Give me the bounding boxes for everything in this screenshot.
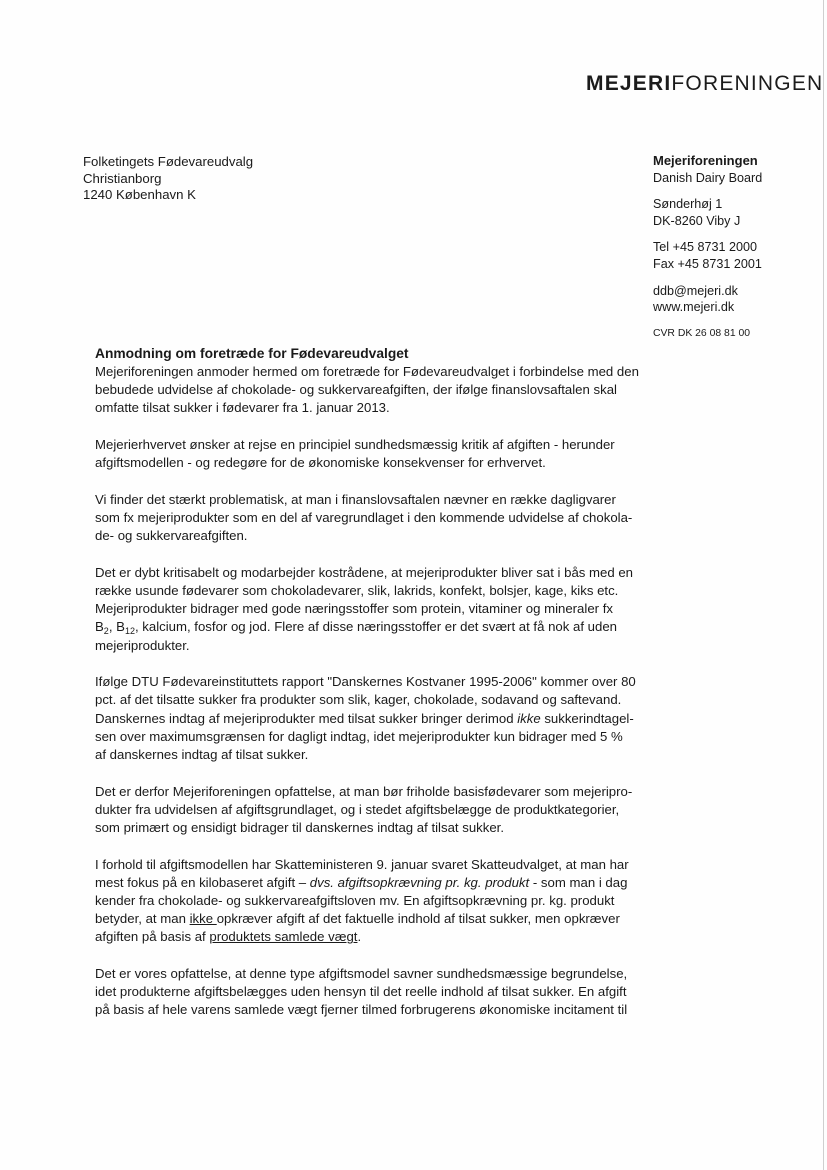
sender-cvr: CVR DK 26 08 81 00	[653, 327, 751, 339]
recipient-line: Christianborg	[83, 170, 162, 186]
sender-block	[653, 153, 762, 342]
recipient-line: 1240 København K	[83, 187, 196, 202]
paragraph: Ifølge DTU Fødevareinstituttets rapport "Danskernes Kostvaner 1995-2006" kommer over 80 pct. af det tilsatte sukker fra produkter som slik, kager, chokolade, sodavand og saftevand. Danskernes indtag af mejeriprodukter med tilsat sukker bringer derimod ikke sukkerindtagel- sen over maximumsgrænsen for dagligt indtag, idet mejeriprodukter kun bidrager med 5 % af danskernes indtag af tilsat sukker.	[95, 674, 636, 763]
recipient-address	[83, 154, 253, 204]
mejeriforeningen-logo: MEJERIFORENINGEN	[586, 72, 824, 95]
paragraph: Det er dybt kritisabelt og modarbejder kostrådene, at mejeriprodukter bliver sat i bås med en række usunde fødevarer som chokoladevarer, slik, lakrids, konfekt, bolsjer, kage, kiks etc. Mejeriprodukter bidrager med gode næringsstoffer som protein, vitaminer og mineraler fx $B_2$, $B_{12}$, kalcium, fosfor og jod. Flere af disse næringsstoffer er det svært at få nok af uden mejeriprodukter.	[95, 564, 634, 653]
sender-web: www.mejeri.dk	[653, 300, 735, 315]
paragraph: Vi finder det stærkt problematisk, at man i finanslovsaftalen nævner en række dagligvarer som fx mejeriprodukter som en del af varegrundlaget i den kommende udvidelse af chokola- de- og sukkervareafgiften.	[95, 491, 633, 544]
sender-email: ddb@mejeri.dk	[653, 283, 738, 298]
sender-fax: Fax +45 8731 2001	[653, 256, 762, 271]
paragraph: Det er vores opfattelse, at denne type afgiftsmodel savner sundhedsmæssige begrundelse, idet produkterne afgiftsbelægges uden hensyn til det reelle indhold af tilsat sukker. En afgift på basis af hele varens samlede vægt fjerner tilmed forbrugerens økonomiske incitament til	[95, 966, 628, 1018]
sender-org: Mejeriforeningen	[653, 153, 758, 168]
paragraph: Mejeriforeningen anmoder hermed om foretræde for Fødevareudvalget i forbindelse med den bebudede udvidelse af chokolade- og sukkervareafgiften, der ifølge finanslovsaftalen skal omfatte tilsat sukker i fødevarer fra 1. januar 2013.	[95, 364, 639, 416]
sender-org-en: Danish Dairy Board	[653, 170, 763, 185]
sender-city: DK-8260 Viby J	[653, 213, 741, 228]
paragraph: I forhold til afgiftsmodellen har Skatteministeren 9. januar svaret Skatteudvalget, at man har mest fokus på en kilobaseret afgift – dvs. afgiftsopkrævning pr. kg. produkt - som man i dag kender fra chokolade- og sukkervareafgiftsloven mv. En afgiftsopkrævning pr. kg. produkt betyder, at man ikke opkræver afgift af det faktuelle indhold af tilsat sukker, men opkræver afgiften på basis af produktets samlede vægt.	[95, 856, 629, 945]
recipient-line: Folketingets Fødevareudvalg	[83, 154, 254, 169]
sender-street: Sønderhøj 1	[653, 197, 723, 212]
paragraph: Det er derfor Mejeriforeningen opfattelse, at man bør friholde basisfødevarer som mejeripro- dukter fra udvidelsen af afgiftsgrundlaget, og i stedet afgiftsbelægge de produktkategorier, som primært og ensidigt bidrager til danskernes indtag af tilsat sukker.	[95, 783, 633, 836]
letter-body	[95, 363, 655, 1038]
paragraph: Mejerierhvervet ønsker at rejse en principiel sundhedsmæssig kritik af afgiften - herunder afgiftsmodellen - og redegøre for de økonomiske konsekvenser for erhvervet.	[95, 437, 615, 471]
scan-edge	[823, 0, 824, 1170]
letter-title: Anmodning om foretræde for Fødevareudvalget	[95, 346, 409, 361]
sender-tel: Tel +45 8731 2000	[653, 240, 757, 255]
